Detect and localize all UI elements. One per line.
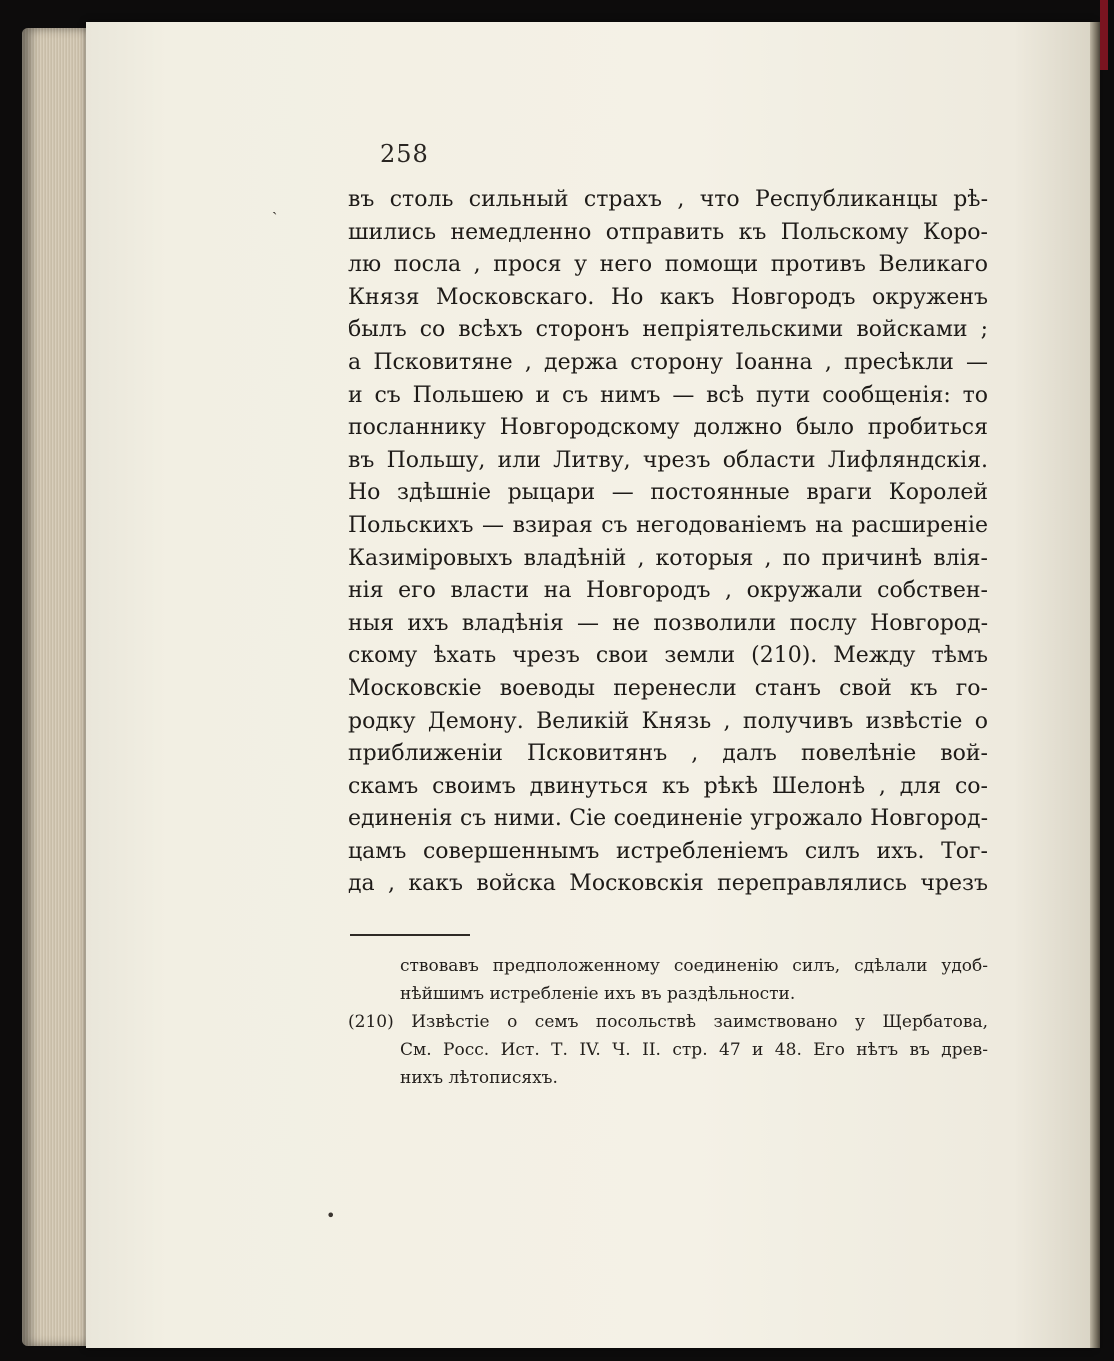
book-gutter (1090, 22, 1100, 1348)
text-line: былъ со всѣхъ сторонъ непріятельскими войсками ; (348, 317, 988, 343)
text-line: Казиміровыхъ владѣній , которыя , по причинѣ влія- (348, 545, 988, 571)
ink-speck: • (326, 1206, 336, 1225)
text-line: Князя Московскаго. Но какъ Новгородъ окруженъ (348, 284, 988, 310)
bookmark-ribbon (1100, 0, 1108, 70)
text-line: Польскихъ — взирая съ негодованіемъ на расширеніе (348, 512, 988, 538)
footnotes (348, 952, 988, 1092)
text-line: цамъ совершеннымъ истребленіемъ силъ ихъ. Тог- (348, 838, 988, 864)
text-line: родку Демону. Великій Князь , получивъ извѣстіе о (348, 708, 988, 734)
text-line: Но здѣшніе рыцари — постоянные враги Королей (348, 480, 988, 506)
body-text (348, 184, 988, 901)
footnote-divider (350, 934, 470, 936)
footnote-line: нѣйшимъ истребленіе ихъ въ раздѣльности. (400, 984, 796, 1004)
text-line: единенія съ ними. Сіе соединеніе угрожало Новгород- (348, 806, 988, 832)
text-line: а Псковитяне , держа сторону Іоанна , пресѣкли — (348, 349, 988, 375)
footnote-210-line: См. Росс. Ист. Т. IV. Ч. II. стр. 47 и 48. Его нѣтъ въ древ- (400, 1040, 988, 1060)
text-line: скому ѣхать чрезъ свои земли (210). Между тѣмъ (348, 643, 988, 669)
footnote-210-line: нихъ лѣтописяхъ. (400, 1068, 558, 1088)
text-line: Московскіе воеводы перенесли станъ свой къ го- (348, 675, 988, 701)
ink-speck: ˏ (272, 196, 278, 215)
footnote-line: ствовавъ предположенному соединенію силъ, сдѣлали удоб- (400, 956, 988, 976)
footnote-210-line: (210) Извѣстіе о семъ посольствѣ заимствовано у Щербатова, (348, 1012, 988, 1032)
text-line: лю посла , прося у него помощи противъ Великаго (348, 252, 988, 278)
text-line: нія его власти на Новгородъ , окружали собствен- (348, 578, 988, 604)
text-line: и съ Польшею и съ нимъ — всѣ пути сообщенія: то (348, 382, 988, 408)
text-line: да , какъ войска Московскія переправлялись чрезъ (348, 871, 988, 897)
text-line: въ столь сильный страхъ , что Республиканцы рѣ- (348, 187, 988, 212)
page-number: 258 (380, 140, 429, 168)
text-line: посланнику Новгородскому должно было пробиться (348, 415, 988, 441)
text-line: шились немедленно отправить къ Польскому Коро- (348, 219, 988, 245)
text-line: ныя ихъ владѣнія — не позволили послу Новгород- (348, 610, 988, 636)
text-line: въ Польшу, или Литву, чрезъ области Лифляндскія. (348, 447, 988, 473)
text-line: приближеніи Псковитянъ , далъ повелѣніе вой- (348, 741, 988, 767)
book-page-edges (22, 28, 92, 1346)
text-line: скамъ своимъ двинуться къ рѣкѣ Шелонѣ , для со- (348, 773, 988, 799)
